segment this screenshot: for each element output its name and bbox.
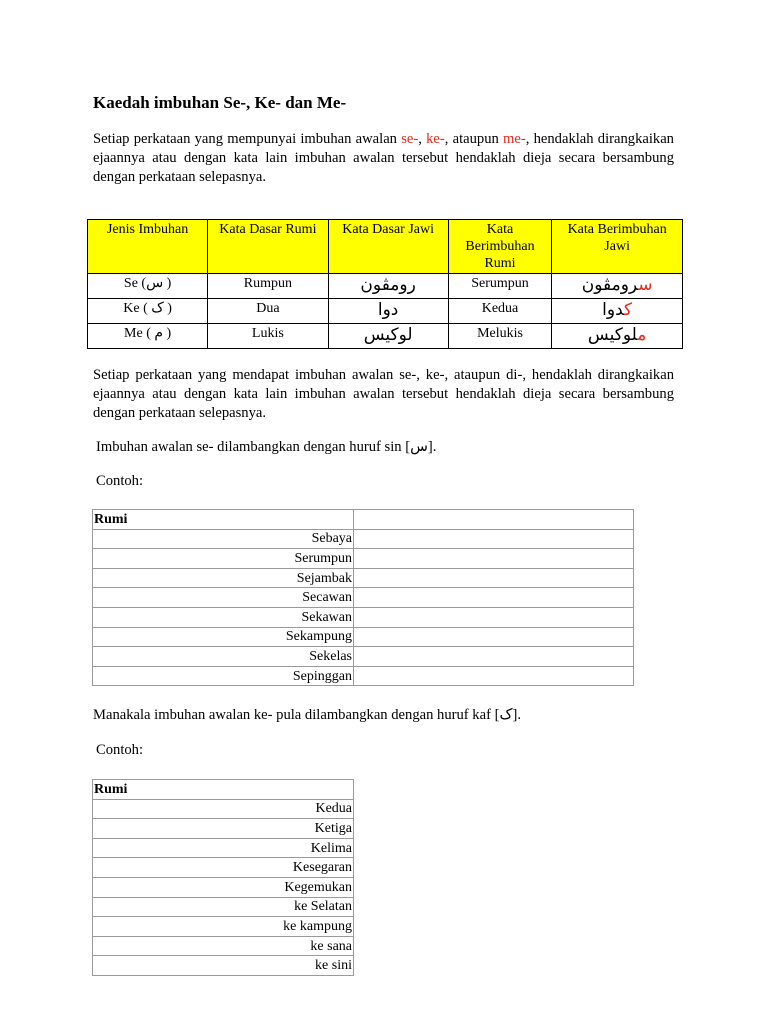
table-row: [93, 568, 634, 588]
ke-note-end: ].: [512, 707, 522, 723]
table-row: [93, 588, 634, 608]
rumi-word: Kedua: [93, 799, 354, 819]
table-row: [93, 647, 634, 667]
rumi-word: ke Selatan: [93, 897, 354, 917]
rumi-word: Kegemukan: [93, 877, 354, 897]
jawi-word: رومڤون: [360, 275, 416, 295]
page-title: Kaedah imbuhan Se-, Ke- dan Me-: [93, 93, 347, 112]
table-row: [93, 819, 354, 839]
rumi-word: Kesegaran: [93, 858, 354, 878]
jawi-base: دوا: [602, 300, 625, 320]
table-row: [93, 956, 354, 976]
jawi-prefix: س: [638, 275, 653, 295]
cell-jenis: [88, 274, 208, 299]
cell-dasar-rumi: Rumpun: [208, 274, 328, 299]
rumi-word: ke kampung: [93, 917, 354, 937]
header-kata-berimbuhan-jawi: Kata Berimbuhan Jawi: [552, 220, 683, 274]
header-kata-berimbuhan-rumi: Kata Berimbuhan Rumi: [448, 220, 552, 274]
table-row: [93, 529, 634, 549]
intro-sep-1: ,: [418, 131, 427, 147]
jenis-label: Ke ( ک ): [123, 301, 172, 316]
table-row: [88, 274, 683, 299]
second-paragraph: Setiap perkataan yang mendapat imbuhan awalan se-, ke-, ataupun di-, hendaklah dirangkaikan ejaannya atau dengan kata lain imbuhan awalan tersebut hendaklah dieja secara bersambung dengan perkataan selepasnya.: [93, 367, 674, 421]
contoh-label-1: Contoh:: [96, 473, 144, 489]
empty-cell: [354, 666, 634, 686]
jawi-prefix: ک: [624, 300, 633, 320]
cell-imbuhan-jawi: [552, 299, 683, 324]
se-note-text: Imbuhan awalan se- dilambangkan dengan huruf sin [: [96, 439, 411, 455]
rumi-word: Kelima: [93, 838, 354, 858]
cell-imbuhan-rumi: Melukis: [448, 324, 552, 349]
header-kata-dasar-jawi: Kata Dasar Jawi: [328, 220, 448, 274]
jawi-base: رومڤون: [581, 275, 639, 295]
jawi-word-prefixed: [582, 275, 653, 295]
table-row: [93, 549, 634, 569]
table-row: [93, 858, 354, 878]
empty-cell: [354, 627, 634, 647]
se-note-end: ].: [427, 439, 437, 455]
empty-cell: [354, 529, 634, 549]
cell-dasar-jawi: [328, 324, 448, 349]
header-kata-dasar-rumi: Kata Dasar Rumi: [208, 220, 328, 274]
empty-cell: [354, 549, 634, 569]
rumi-header: Rumi: [93, 510, 354, 530]
rumi-word: Sebaya: [93, 529, 354, 549]
rumi-word: Ketiga: [93, 819, 354, 839]
empty-cell: [354, 568, 634, 588]
jawi-word-prefixed: [588, 325, 646, 345]
rumi-word: Sepinggan: [93, 666, 354, 686]
empty-cell: [354, 607, 634, 627]
intro-sep-2: , ataupun: [444, 131, 504, 147]
table-row: [93, 936, 354, 956]
rumi-header: Rumi: [93, 780, 354, 800]
ke-example-table: [92, 779, 354, 976]
empty-cell: [354, 510, 634, 530]
cell-dasar-rumi: Lukis: [208, 324, 328, 349]
jenis-label: Se (س ): [123, 276, 172, 291]
table-row: [88, 299, 683, 324]
rumi-word: Sekawan: [93, 607, 354, 627]
table-header-row: [93, 510, 634, 530]
rumi-word: ke sana: [93, 936, 354, 956]
empty-cell: [354, 588, 634, 608]
cell-imbuhan-jawi: [552, 274, 683, 299]
table-row: [93, 666, 634, 686]
table-row: [93, 627, 634, 647]
cell-imbuhan-jawi: [552, 324, 683, 349]
intro-text-2: , hendaklah dirangkaikan ejaannya atau dengan kata lain imbuhan awalan tersebut hendaklah dieja secara bersambung dengan perkataan selepasnya.: [93, 131, 674, 185]
jawi-word: دوا: [377, 300, 399, 320]
table-row: [93, 607, 634, 627]
cell-dasar-jawi: [328, 299, 448, 324]
header-jenis-imbuhan: Jenis Imbuhan: [88, 220, 208, 274]
jawi-prefix: م: [637, 325, 647, 345]
table-row: [93, 917, 354, 937]
rumi-word: Sejambak: [93, 568, 354, 588]
prefix-se: se-: [401, 131, 419, 147]
jenis-label: Me ( م ): [124, 326, 172, 341]
intro-text-1: Setiap perkataan yang mempunyai imbuhan awalan: [93, 131, 402, 147]
cell-jenis: [88, 299, 208, 324]
cell-dasar-jawi: [328, 274, 448, 299]
cell-imbuhan-rumi: Serumpun: [448, 274, 552, 299]
prefix-me: me-: [503, 131, 526, 147]
ke-note-text: Manakala imbuhan awalan ke- pula dilambangkan dengan huruf kaf [: [93, 707, 500, 723]
cell-dasar-rumi: Dua: [208, 299, 328, 324]
table-row: [93, 897, 354, 917]
se-note: [96, 438, 436, 456]
table-row: [93, 838, 354, 858]
se-example-table: [92, 509, 634, 686]
jawi-word: لوکيس: [363, 325, 413, 345]
imbuhan-table: [87, 219, 683, 349]
jawi-base: لوکيس: [587, 325, 638, 345]
sin-letter: س: [410, 438, 428, 455]
intro-paragraph: [93, 130, 674, 187]
empty-cell: [354, 647, 634, 667]
contoh-label-2: Contoh:: [96, 742, 144, 758]
rumi-word: Serumpun: [93, 549, 354, 569]
table-row: [93, 799, 354, 819]
table-row: [93, 877, 354, 897]
imbuhan-table-header-row: [88, 220, 683, 274]
kaf-letter: ک: [499, 706, 513, 723]
rumi-word: Secawan: [93, 588, 354, 608]
table-row: [88, 324, 683, 349]
prefix-ke: ke-: [426, 131, 445, 147]
rumi-word: Sekelas: [93, 647, 354, 667]
jawi-word-prefixed: [602, 300, 632, 320]
rumi-word: Sekampung: [93, 627, 354, 647]
cell-imbuhan-rumi: Kedua: [448, 299, 552, 324]
rumi-word: ke sini: [93, 956, 354, 976]
cell-jenis: [88, 324, 208, 349]
table-header-row: [93, 780, 354, 800]
ke-note: [93, 706, 521, 724]
